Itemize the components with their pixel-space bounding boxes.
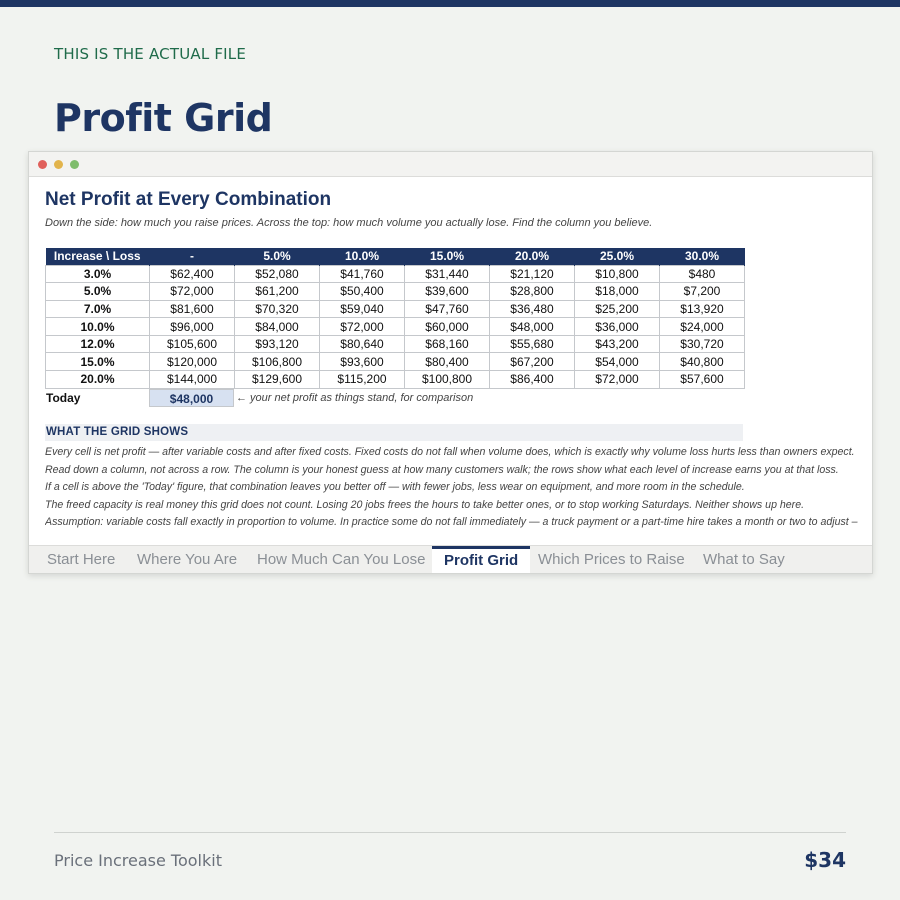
- profit-grid-table: [45, 248, 745, 389]
- window-titlebar: [29, 152, 872, 177]
- table-cell[interactable]: $120,000: [150, 353, 235, 371]
- row-header-cell[interactable]: 10.0%: [46, 318, 150, 336]
- note-line[interactable]: Assumption: variable costs fall exactly in proportion to volume. In practice some do not fall immediately — a truck payment or a part-time hire takes a month or two to adjust –: [45, 516, 858, 529]
- table-cell[interactable]: $36,000: [575, 318, 660, 336]
- notes-list: [45, 444, 860, 532]
- table-cell[interactable]: $18,000: [575, 283, 660, 301]
- footer-price: $34: [804, 848, 846, 872]
- row-header-cell[interactable]: 7.0%: [46, 300, 150, 318]
- column-header[interactable]: 10.0%: [320, 248, 405, 265]
- table-cell[interactable]: $105,600: [150, 335, 235, 353]
- table-cell[interactable]: $106,800: [235, 353, 320, 371]
- table-cell[interactable]: $57,600: [660, 371, 745, 389]
- table-cell[interactable]: $84,000: [235, 318, 320, 336]
- table-cell[interactable]: $59,040: [320, 300, 405, 318]
- today-label: Today: [46, 391, 81, 405]
- table-cell[interactable]: $144,000: [150, 371, 235, 389]
- table-cell[interactable]: $13,920: [660, 300, 745, 318]
- section-heading[interactable]: WHAT THE GRID SHOWS: [45, 424, 743, 441]
- table-cell[interactable]: $10,800: [575, 265, 660, 283]
- tab-where-you-are[interactable]: Where You Are: [137, 551, 238, 568]
- table-cell[interactable]: $72,000: [150, 283, 235, 301]
- table-row: [46, 265, 745, 283]
- table-cell[interactable]: $61,200: [235, 283, 320, 301]
- today-row: [45, 389, 645, 407]
- sheet-header: [45, 189, 860, 229]
- maximize-window-button[interactable]: [70, 160, 79, 169]
- table-row: [46, 300, 745, 318]
- table-cell[interactable]: $48,000: [490, 318, 575, 336]
- top-accent-bar: [0, 0, 900, 7]
- column-header[interactable]: 5.0%: [235, 248, 320, 265]
- table-cell[interactable]: $60,000: [405, 318, 490, 336]
- table-cell[interactable]: $31,440: [405, 265, 490, 283]
- sheet-tab-bar: [29, 545, 873, 574]
- note-line[interactable]: If a cell is above the 'Today' figure, that combination leaves you better off — with fewer jobs, less wear on equipment, and more room in the schedule.: [45, 481, 745, 494]
- table-cell[interactable]: $55,680: [490, 335, 575, 353]
- footer-divider: [54, 832, 846, 833]
- table-cell[interactable]: $68,160: [405, 335, 490, 353]
- note-line[interactable]: The freed capacity is real money this grid does not count. Losing 20 jobs frees the hours to take better ones, or to stop working Saturdays. Neither shows up here.: [45, 498, 805, 511]
- table-cell[interactable]: $86,400: [490, 371, 575, 389]
- row-header-cell[interactable]: 20.0%: [46, 371, 150, 389]
- table-cell[interactable]: $54,000: [575, 353, 660, 371]
- eyebrow-label: THIS IS THE ACTUAL FILE: [54, 45, 247, 63]
- table-header-row: [46, 248, 745, 265]
- table-cell[interactable]: $40,800: [660, 353, 745, 371]
- table-cell[interactable]: $50,400: [320, 283, 405, 301]
- today-note: ← your net profit as things stand, for comparison: [236, 392, 474, 404]
- table-cell[interactable]: $43,200: [575, 335, 660, 353]
- column-header[interactable]: Increase \ Loss: [46, 248, 150, 265]
- table-cell[interactable]: $21,120: [490, 265, 575, 283]
- table-cell[interactable]: $70,320: [235, 300, 320, 318]
- table-cell[interactable]: $100,800: [405, 371, 490, 389]
- table-row: [46, 335, 745, 353]
- column-header[interactable]: -: [150, 248, 235, 265]
- table-cell[interactable]: $80,640: [320, 335, 405, 353]
- tab-how-much-can-you-lose[interactable]: How Much Can You Lose: [257, 551, 426, 568]
- sheet-subtitle: Down the side: how much you raise prices. Across the top: how much volume you actually lose. Find the column you believe.: [45, 217, 653, 229]
- tab-what-to-say[interactable]: What to Say: [703, 551, 785, 568]
- today-value-cell[interactable]: $48,000: [149, 389, 234, 407]
- table-cell[interactable]: $93,120: [235, 335, 320, 353]
- table-cell[interactable]: $93,600: [320, 353, 405, 371]
- table-row: [46, 353, 745, 371]
- table-row: [46, 283, 745, 301]
- table-cell[interactable]: $30,720: [660, 335, 745, 353]
- table-cell[interactable]: $39,600: [405, 283, 490, 301]
- tab-start-here[interactable]: Start Here: [47, 551, 116, 568]
- minimize-window-button[interactable]: [54, 160, 63, 169]
- table-cell[interactable]: $36,480: [490, 300, 575, 318]
- note-line[interactable]: Read down a column, not across a row. The column is your honest guess at how many customers walk; the rows show what each level of increase earns you at that loss.: [45, 463, 839, 476]
- column-header[interactable]: 15.0%: [405, 248, 490, 265]
- table-cell[interactable]: $47,760: [405, 300, 490, 318]
- table-cell[interactable]: $7,200: [660, 283, 745, 301]
- table-cell[interactable]: $41,760: [320, 265, 405, 283]
- row-header-cell[interactable]: 3.0%: [46, 265, 150, 283]
- sheet-title: Net Profit at Every Combination: [45, 189, 332, 210]
- page-title: Profit Grid: [54, 96, 273, 140]
- table-body: [46, 265, 745, 388]
- table-cell[interactable]: $67,200: [490, 353, 575, 371]
- column-header[interactable]: 25.0%: [575, 248, 660, 265]
- table-cell[interactable]: $72,000: [320, 318, 405, 336]
- table-cell[interactable]: $24,000: [660, 318, 745, 336]
- table-row: [46, 371, 745, 389]
- table-row: [46, 318, 745, 336]
- table-cell[interactable]: $25,200: [575, 300, 660, 318]
- tab-which-prices-to-raise[interactable]: Which Prices to Raise: [538, 551, 685, 568]
- row-header-cell[interactable]: 12.0%: [46, 335, 150, 353]
- footer-product-name: Price Increase Toolkit: [54, 851, 222, 870]
- note-line[interactable]: Every cell is net profit — after variable costs and after fixed costs. Fixed costs do not fall when volume does, which is exactly why volume loss hurts less than owners expect.: [45, 446, 855, 458]
- column-header[interactable]: 20.0%: [490, 248, 575, 265]
- column-header[interactable]: 30.0%: [660, 248, 745, 265]
- table-cell[interactable]: $115,200: [320, 371, 405, 389]
- spreadsheet-window: [28, 151, 873, 574]
- table-cell[interactable]: $80,400: [405, 353, 490, 371]
- row-header-cell[interactable]: 5.0%: [46, 283, 150, 301]
- table-cell[interactable]: $81,600: [150, 300, 235, 318]
- close-window-button[interactable]: [38, 160, 47, 169]
- table-cell[interactable]: $96,000: [150, 318, 235, 336]
- row-header-cell[interactable]: 15.0%: [46, 353, 150, 371]
- tab-profit-grid[interactable]: Profit Grid: [432, 546, 530, 574]
- table-cell[interactable]: $28,800: [490, 283, 575, 301]
- table-cell[interactable]: $129,600: [235, 371, 320, 389]
- table-cell[interactable]: $52,080: [235, 265, 320, 283]
- table-cell[interactable]: $480: [660, 265, 745, 283]
- table-cell[interactable]: $72,000: [575, 371, 660, 389]
- table-cell[interactable]: $62,400: [150, 265, 235, 283]
